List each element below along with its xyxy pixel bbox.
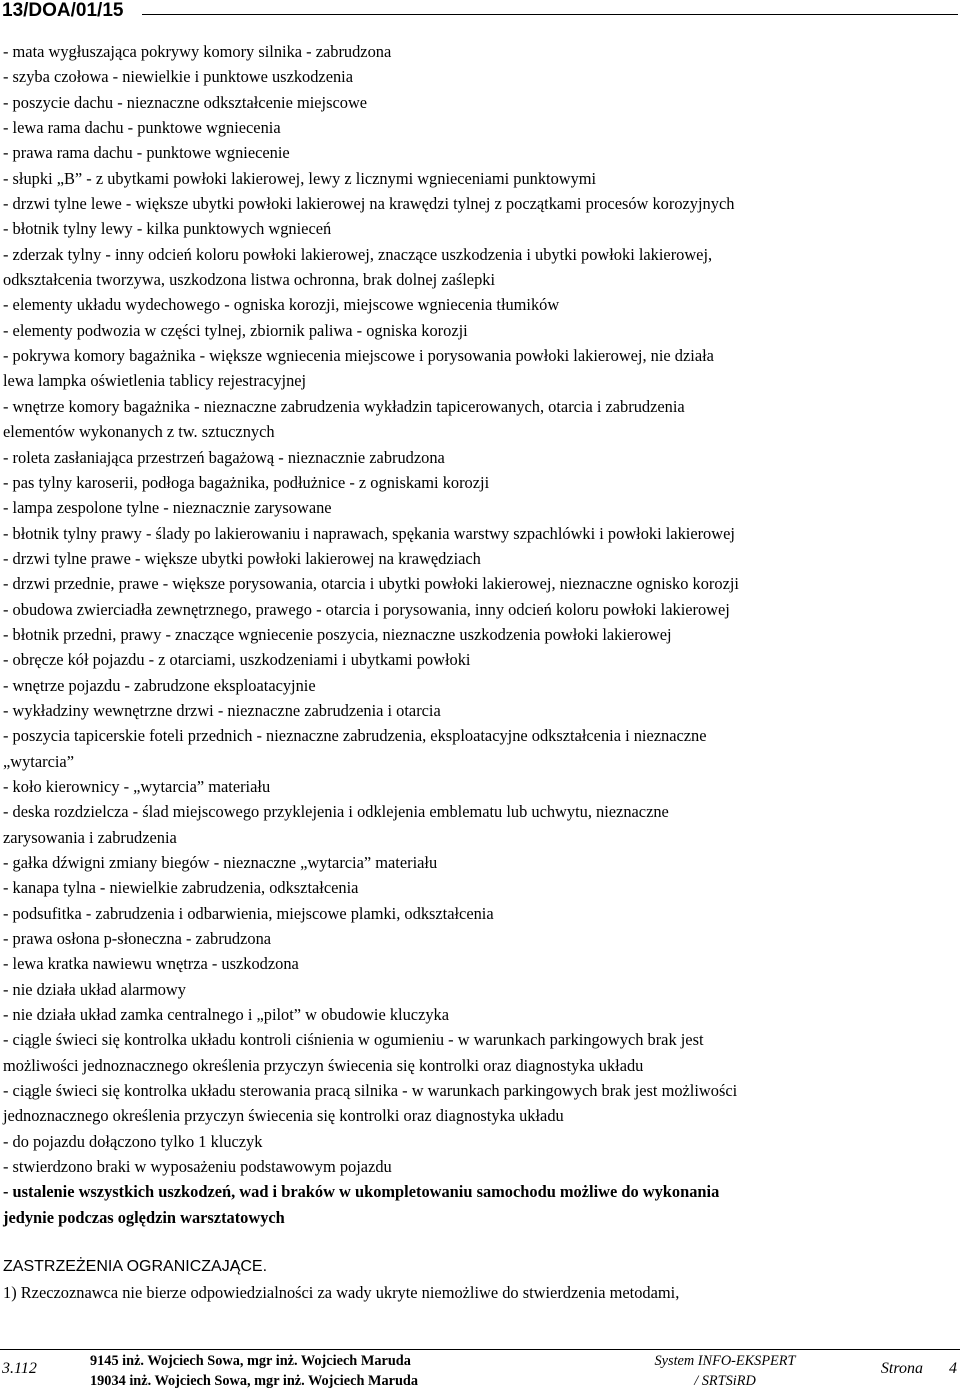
footer-system-line-2: / SRTSiRD: [694, 1373, 756, 1389]
finding-line: - błotnik przedni, prawy - znaczące wgniecenie poszycia, nieznaczne uszkodzenia powłoki lakierowej: [3, 624, 672, 644]
footer-page-label: Strona: [880, 1360, 923, 1377]
summary-line: jedynie podczas oględzin warsztatowych: [3, 1207, 285, 1227]
finding-line: „wytarcia”: [3, 751, 74, 771]
finding-line: - deska rozdzielcza - ślad miejscowego przyklejenia i odklejenia emblematu lub uchwytu, nieznaczne: [3, 802, 669, 822]
finding-line: - elementy układu wydechowego - ogniska korozji, miejscowe wgniecenia tłumików: [3, 295, 560, 315]
inspection-findings: [3, 39, 957, 1305]
footer-rule: [0, 1349, 960, 1350]
finding-line: - roleta zasłaniająca przestrzeń bagażową - nieznacznie zabrudzona: [3, 447, 445, 467]
finding-line: - podsufitka - zabrudzenia i odbarwienia, miejscowe plamki, odkształcenia: [3, 903, 494, 923]
finding-line: - prawa rama dachu - punktowe wgniecenie: [3, 143, 290, 163]
finding-line: - mata wygłuszająca pokrywy komory silnika - zabrudzona: [3, 42, 392, 61]
finding-line: - nie działa układ zamka centralnego i „pilot” w obudowie kluczyka: [3, 1005, 450, 1025]
section-item-1: 1) Rzeczoznawca nie bierze odpowiedzialności za wady ukryte niemożliwe do stwierdzenia metodami,: [3, 1282, 680, 1302]
finding-line: - lewa kratka nawiewu wnętrza - uszkodzona: [3, 954, 299, 974]
finding-line: - obręcze kół pojazdu - z otarciami, uszkodzeniami i ubytkami powłoki: [3, 650, 471, 670]
finding-line: - lewa rama dachu - punktowe wgniecenia: [3, 118, 281, 138]
section-gap: [3, 1230, 957, 1254]
finding-line: - pokrywa komory bagażnika - większe wgniecenia miejscowe i porysowania powłoki lakierowej, nie działa: [3, 346, 714, 366]
finding-line: - ciągle świeci się kontrolka układu sterowania pracą silnika - w warunkach parkingowych brak jest możliwości: [3, 1081, 738, 1101]
finding-line: - drzwi przednie, prawe - większe porysowania, otarcia i ubytki powłoki lakierowej, nieznaczne ognisko korozji: [3, 574, 739, 594]
footer-authors: [90, 1351, 418, 1391]
findings-list: [3, 39, 957, 1179]
finding-line: jednoznacznego określenia przyczyn świecenia się kontrolki oraz diagnostyka układu: [3, 1106, 564, 1126]
finding-line: - drzwi tylne lewe - większe ubytki powłoki lakierowej na krawędzi tylnej z początkami procesów korozyjnych: [3, 194, 735, 214]
finding-line: - lampa zespolone tylne - nieznacznie zarysowane: [3, 498, 332, 518]
footer-author-line-1: 9145 inż. Wojciech Sowa, mgr inż. Wojciech Maruda: [90, 1353, 411, 1369]
finding-line: - drzwi tylne prawe - większe ubytki powłoki lakierowej na krawędziach: [3, 548, 481, 568]
finding-line: - wnętrze komory bagażnika - nieznaczne zabrudzenia wykładzin tapicerowanych, otarcia i zabrudzenia: [3, 396, 685, 416]
finding-line: - prawa osłona p-słoneczna - zabrudzona: [3, 929, 272, 949]
finding-line: - gałka dźwigni zmiany biegów - nieznaczne „wytarcia” materiału: [3, 853, 438, 872]
finding-line: - poszycia tapicerskie foteli przednich - nieznaczne zabrudzenia, eksploatacyjne odkształcenia i nieznaczne: [3, 726, 707, 746]
footer-page-number: 4: [949, 1360, 957, 1377]
finding-line: - błotnik tylny prawy - ślady po lakierowaniu i naprawach, spękania warstwy szpachlówki i powłoki lakierowej: [3, 523, 735, 543]
finding-line: - szyba czołowa - niewielkie i punktowe uszkodzenia: [3, 67, 353, 87]
finding-line: - koło kierownicy - „wytarcia” materiału: [3, 776, 271, 796]
footer-system-line-1: System INFO-EKSPERT: [654, 1353, 796, 1369]
header-rule: [142, 14, 958, 15]
finding-line: - poszycie dachu - nieznaczne odkształcenie miejscowe: [3, 92, 368, 112]
finding-line: - stwierdzono braki w wyposażeniu podstawowym pojazdu: [3, 1157, 392, 1177]
document-id: 13/DOA/01/15: [2, 0, 124, 21]
finding-line: zarysowania i zabrudzenia: [3, 827, 177, 847]
section-title: ZASTRZEŻENIA OGRANICZAJĄCE.: [3, 1258, 268, 1276]
finding-line: - kanapa tylna - niewielkie zabrudzenia, odkształcenia: [3, 878, 359, 898]
footer-system: [640, 1351, 810, 1391]
summary-line: - ustalenie wszystkich uszkodzeń, wad i braków w ukompletowaniu samochodu możliwe do wykonania: [3, 1182, 720, 1202]
finding-line: - elementy podwozia w części tylnej, zbiornik paliwa - ogniska korozji: [3, 320, 468, 340]
finding-line: - słupki „B” - z ubytkami powłoki lakierowej, lewy z licznymi wgnieceniami punktowymi: [3, 168, 597, 188]
finding-line: - nie działa układ alarmowy: [3, 979, 186, 999]
finding-line: - wykładziny wewnętrzne drzwi - nieznaczne zabrudzenia i otarcia: [3, 700, 441, 720]
finding-line: - pas tylny karoserii, podłoga bagażnika, podłużnice - z ogniskami korozji: [3, 472, 490, 492]
footer-author-line-2: 19034 inż. Wojciech Sowa, mgr inż. Wojciech Maruda: [90, 1373, 419, 1389]
finding-line: - ciągle świeci się kontrolka układu kontroli ciśnienia w ogumieniu - w warunkach parkingowych brak jest: [3, 1030, 704, 1050]
finding-line: - do pojazdu dołączono tylko 1 kluczyk: [3, 1131, 263, 1151]
finding-line: - błotnik tylny lewy - kilka punktowych wgnieceń: [3, 219, 332, 239]
finding-line: elementów wykonanych z tw. sztucznych: [3, 422, 275, 442]
finding-line: - zderzak tylny - inny odcień koloru powłoki lakierowej, znaczące uszkodzenia i ubytki powłoki lakierowej,: [3, 244, 713, 264]
footer-page-code: 3.112: [2, 1360, 37, 1377]
finding-line: możliwości jednoznacznego określenia przyczyn świecenia się kontrolki oraz diagnostyka układu: [3, 1055, 644, 1075]
footer-page: [881, 1359, 957, 1379]
summary-note: [3, 1179, 957, 1230]
finding-line: lewa lampka oświetlenia tablicy rejestracyjnej: [3, 371, 307, 391]
finding-line: - wnętrze pojazdu - zabrudzone eksploatacyjnie: [3, 675, 316, 695]
finding-line: odkształcenia tworzywa, uszkodzona listwa ochronna, brak dolnej zaślepki: [3, 270, 496, 290]
finding-line: - obudowa zwierciadła zewnętrznego, prawego - otarcia i porysowania, inny odcień koloru powłoki lakierowej: [3, 599, 730, 619]
